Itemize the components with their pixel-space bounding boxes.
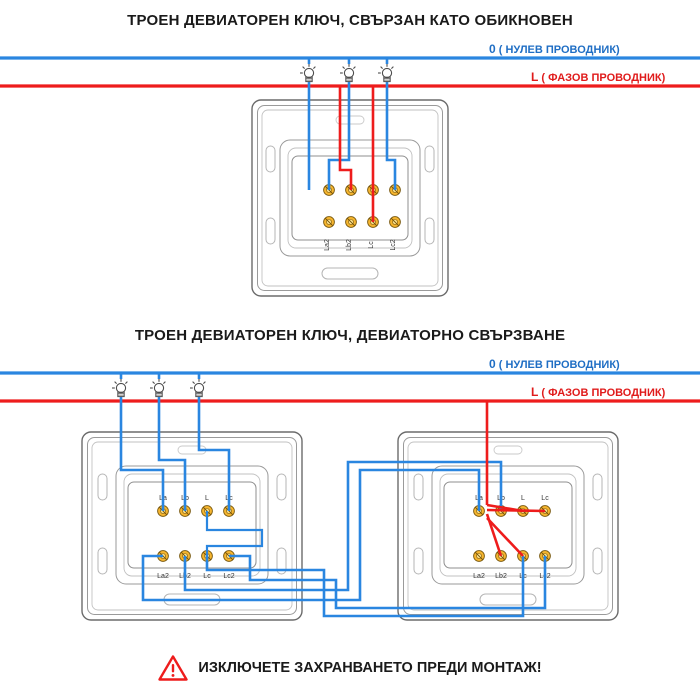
- neutral-symbol: 0: [489, 42, 496, 56]
- terminal: [390, 217, 401, 228]
- live-symbol: L: [531, 385, 539, 399]
- section-1-title: ТРОЕН ДЕВИАТОРЕН КЛЮЧ, СВЪРЗАН КАТО ОБИКНОВЕН: [127, 12, 573, 29]
- svg-text:Lc: Lc: [368, 241, 375, 249]
- footer-warning: [0, 655, 700, 685]
- warning-triangle-icon: [158, 655, 188, 681]
- svg-text:La: La: [475, 495, 483, 502]
- live-text: ( ФАЗОВ ПРОВОДНИК): [541, 72, 666, 84]
- lamp-icon: [300, 64, 315, 82]
- svg-text:Lb: Lb: [181, 495, 189, 502]
- svg-text:L: L: [521, 495, 525, 502]
- lamp-group-section-2: [112, 379, 205, 397]
- footer-text: ИЗКЛЮЧЕТЕ ЗАХРАНВАНЕТО ПРЕДИ МОНТАЖ!: [198, 660, 542, 676]
- svg-text:Lb2: Lb2: [495, 573, 507, 580]
- lamp-icon: [378, 64, 393, 82]
- svg-text:Lc: Lc: [203, 573, 211, 580]
- live-symbol: L: [531, 70, 539, 84]
- svg-text:Lb: Lb: [497, 495, 505, 502]
- terminal: [474, 551, 485, 562]
- svg-text:Lc2: Lc2: [390, 239, 397, 251]
- svg-text:La2: La2: [157, 573, 169, 580]
- neutral-symbol: 0: [489, 357, 496, 371]
- switch-plate-right[interactable]: [398, 432, 618, 620]
- lamp-icon: [112, 379, 127, 397]
- terminal: [346, 217, 357, 228]
- svg-text:Lb2: Lb2: [346, 239, 353, 251]
- svg-text:Lb2: Lb2: [179, 573, 191, 580]
- svg-text:Lc: Lc: [541, 495, 549, 502]
- lamp-icon: [340, 64, 355, 82]
- svg-text:La2: La2: [324, 239, 331, 251]
- svg-text:Lc: Lc: [519, 573, 527, 580]
- neutral-text: ( НУЛЕВ ПРОВОДНИК): [498, 44, 620, 56]
- live-text: ( ФАЗОВ ПРОВОДНИК): [541, 387, 666, 399]
- terminal: [324, 217, 335, 228]
- switch-plate-left[interactable]: [82, 432, 302, 620]
- svg-text:L: L: [205, 495, 209, 502]
- svg-text:Lc2: Lc2: [539, 573, 551, 580]
- lamp-icon: [190, 379, 205, 397]
- svg-text:Lc: Lc: [225, 495, 233, 502]
- lamp-icon: [150, 379, 165, 397]
- section-2-title: ТРОЕН ДЕВИАТОРЕН КЛЮЧ, ДЕВИАТОРНО СВЪРЗВАНЕ: [134, 327, 566, 344]
- lamp-group-section-1: [300, 64, 393, 82]
- svg-text:La: La: [159, 495, 167, 502]
- neutral-text: ( НУЛЕВ ПРОВОДНИК): [498, 359, 620, 371]
- svg-text:La2: La2: [473, 573, 485, 580]
- svg-text:Lc2: Lc2: [223, 573, 235, 580]
